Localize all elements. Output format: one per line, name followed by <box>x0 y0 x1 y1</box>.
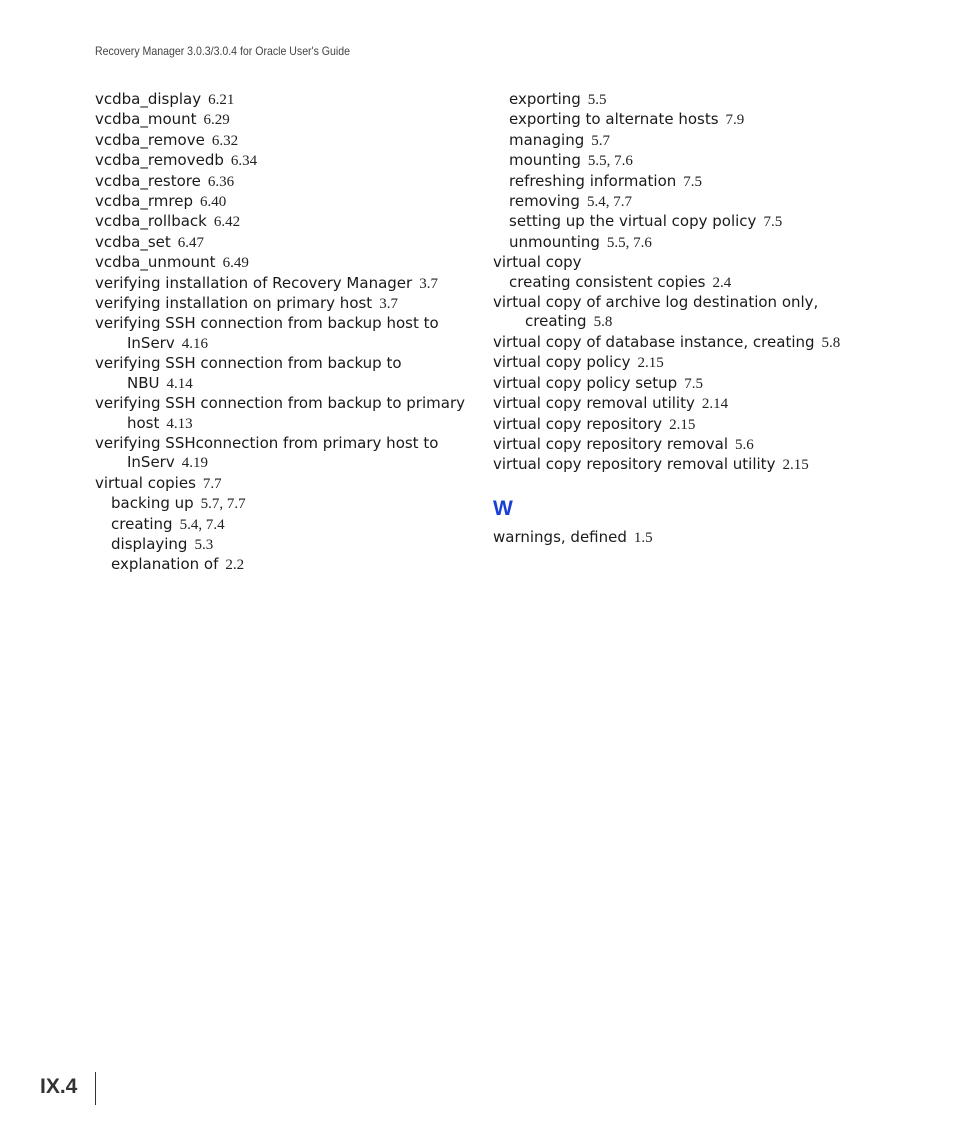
index-term: backing up <box>111 494 194 513</box>
index-subentry <box>95 555 475 575</box>
index-page-ref: 2.14 <box>701 396 729 413</box>
index-page-ref: 5.6 <box>735 436 754 453</box>
index-page-ref: 6.21 <box>208 92 235 108</box>
index-term: verifying SSH connection from backup to primary <box>95 394 465 413</box>
index-page-ref: 6.32 <box>211 132 239 149</box>
index-term: verifying SSHconnection from primary host to <box>95 433 439 452</box>
index-term: vcdba_rollback <box>95 212 207 231</box>
index-page-ref: 2.2 <box>225 557 245 574</box>
index-page-ref: 5.7 <box>591 132 610 149</box>
index-subentry <box>493 192 873 212</box>
index-term: virtual copy removal utility <box>493 394 695 413</box>
index-page-ref: 6.34 <box>230 153 258 170</box>
index-term: vcdba_remove <box>95 130 205 149</box>
index-page-ref: 5.4, 7.4 <box>179 516 225 533</box>
index-subentry <box>493 110 873 130</box>
index-entry <box>95 131 475 151</box>
index-subentry <box>493 172 873 192</box>
index-page-ref: 5.5 <box>587 92 607 108</box>
index-term: exporting to alternate hosts <box>509 110 719 129</box>
index-entry <box>493 374 873 394</box>
index-term-continuation <box>95 414 475 434</box>
index-term: virtual copy policy <box>493 353 631 372</box>
index-entry <box>493 293 873 333</box>
running-header: Recovery Manager 3.0.3/3.0.4 for Oracle User's Guide <box>95 44 350 58</box>
index-term: virtual copies <box>95 473 196 492</box>
index-term: setting up the virtual copy policy <box>509 212 757 231</box>
index-page-ref: 3.7 <box>419 275 438 292</box>
index-column-left <box>95 90 475 576</box>
index-term: verifying installation of Recovery Manager <box>95 273 413 292</box>
index-page-ref: 3.7 <box>379 296 398 313</box>
index-term: exporting <box>509 90 581 108</box>
index-entry <box>493 333 873 353</box>
index-page-ref: 2.4 <box>712 274 732 291</box>
index-page-ref: 6.29 <box>203 112 230 129</box>
index-page-ref: 5.8 <box>593 314 613 331</box>
index-term: mounting <box>509 151 581 170</box>
index-term: vcdba_set <box>95 232 171 251</box>
index-subentry <box>95 535 475 555</box>
index-subentry <box>95 494 475 514</box>
index-term: displaying <box>111 534 188 553</box>
index-entry <box>95 394 475 434</box>
index-entry <box>493 435 873 455</box>
index-entry <box>95 253 475 273</box>
index-page-ref: 5.7, 7.7 <box>200 496 246 513</box>
index-entry <box>493 455 873 475</box>
index-page-ref: 2.15 <box>637 355 664 372</box>
index-subentry <box>95 515 475 535</box>
index-term-continuation-text: InServ <box>127 333 175 352</box>
index-entry <box>95 90 475 110</box>
index-entry <box>95 151 475 171</box>
index-page-ref: 1.5 <box>633 529 653 546</box>
index-term: explanation of <box>111 555 219 574</box>
index-term: managing <box>509 130 585 149</box>
index-page-ref: 4.19 <box>181 455 208 472</box>
index-page-ref: 4.13 <box>166 415 193 432</box>
index-page-ref: 6.49 <box>222 255 249 272</box>
index-entry <box>493 415 873 435</box>
section-letter-w: W <box>493 496 513 520</box>
index-page-ref: 4.14 <box>166 375 193 392</box>
index-page-ref: 6.40 <box>199 194 227 211</box>
index-entry <box>95 192 475 212</box>
index-entry <box>95 434 475 474</box>
index-page-ref: 7.7 <box>202 475 222 492</box>
index-term-continuation <box>493 312 873 332</box>
index-subentry <box>493 212 873 232</box>
index-entry <box>95 172 475 192</box>
index-term: unmounting <box>509 232 600 251</box>
index-page-ref: 6.42 <box>213 214 241 231</box>
index-page-ref: 7.5 <box>684 375 703 392</box>
index-term: vcdba_unmount <box>95 253 216 272</box>
index-subentry <box>493 90 873 110</box>
index-term: verifying installation on primary host <box>95 294 373 313</box>
index-term-continuation-text: creating <box>525 312 587 331</box>
index-page-ref: 6.47 <box>177 234 205 251</box>
index-page-ref: 5.4, 7.7 <box>586 194 632 211</box>
index-term: virtual copy policy setup <box>493 373 678 392</box>
index-term: virtual copy of archive log destination only, <box>493 293 819 312</box>
index-term: virtual copy repository removal utility <box>493 455 776 474</box>
index-term: vcdba_rmrep <box>95 192 193 211</box>
index-entry <box>95 474 475 494</box>
index-entry <box>95 212 475 232</box>
index-entry <box>95 110 475 130</box>
index-term: creating <box>111 514 173 533</box>
page-number-divider <box>95 1072 96 1105</box>
index-term-continuation <box>95 334 475 354</box>
index-term-continuation <box>95 374 475 394</box>
index-group-v-continued <box>493 90 873 476</box>
index-page-ref: 5.3 <box>194 536 214 553</box>
index-column-right <box>493 90 873 548</box>
index-term: virtual copy repository <box>493 414 663 433</box>
index-term: virtual copy of database instance, creating <box>493 332 815 351</box>
index-subentry <box>493 273 873 293</box>
index-term-continuation-text: NBU <box>127 373 160 392</box>
index-entry <box>95 233 475 253</box>
index-term: vcdba_removedb <box>95 151 224 170</box>
index-term: removing <box>509 192 580 211</box>
index-term: verifying SSH connection from backup to <box>95 354 402 373</box>
index-page-ref: 6.36 <box>207 173 235 190</box>
index-entry <box>493 528 873 548</box>
index-term: vcdba_mount <box>95 110 197 129</box>
index-term: refreshing information <box>509 171 677 190</box>
index-page-ref: 4.16 <box>181 335 208 352</box>
index-entry <box>493 394 873 414</box>
index-subentry <box>493 233 873 253</box>
index-term: vcdba_restore <box>95 171 201 190</box>
index-page-ref: 5.5, 7.6 <box>587 153 633 170</box>
index-page-ref: 7.9 <box>725 112 745 129</box>
index-page-ref: 5.8 <box>821 334 841 351</box>
index-term-continuation <box>95 453 475 473</box>
page-number: IX.4 <box>40 1075 78 1098</box>
index-entry <box>95 274 475 294</box>
index-entry <box>493 253 873 272</box>
index-term: virtual copy <box>493 253 582 272</box>
index-page-ref: 7.5 <box>763 214 783 231</box>
index-term: vcdba_display <box>95 90 202 108</box>
index-page-ref: 2.15 <box>782 457 809 474</box>
index-entry <box>95 294 475 314</box>
index-term: verifying SSH connection from backup host to <box>95 314 439 333</box>
index-term: warnings, defined <box>493 527 627 546</box>
index-group-w <box>493 528 873 548</box>
index-term-continuation-text: host <box>127 413 160 432</box>
index-term-continuation-text: InServ <box>127 453 175 472</box>
index-page-ref: 5.5, 7.6 <box>606 234 652 251</box>
index-subentry <box>493 131 873 151</box>
index-entry <box>493 353 873 373</box>
index-entry <box>95 354 475 394</box>
index-entry <box>95 314 475 354</box>
index-page-ref: 7.5 <box>683 173 703 190</box>
index-term: virtual copy repository removal <box>493 434 729 453</box>
index-page-ref: 2.15 <box>669 416 696 433</box>
index-term: creating consistent copies <box>509 272 706 291</box>
index-subentry <box>493 151 873 171</box>
